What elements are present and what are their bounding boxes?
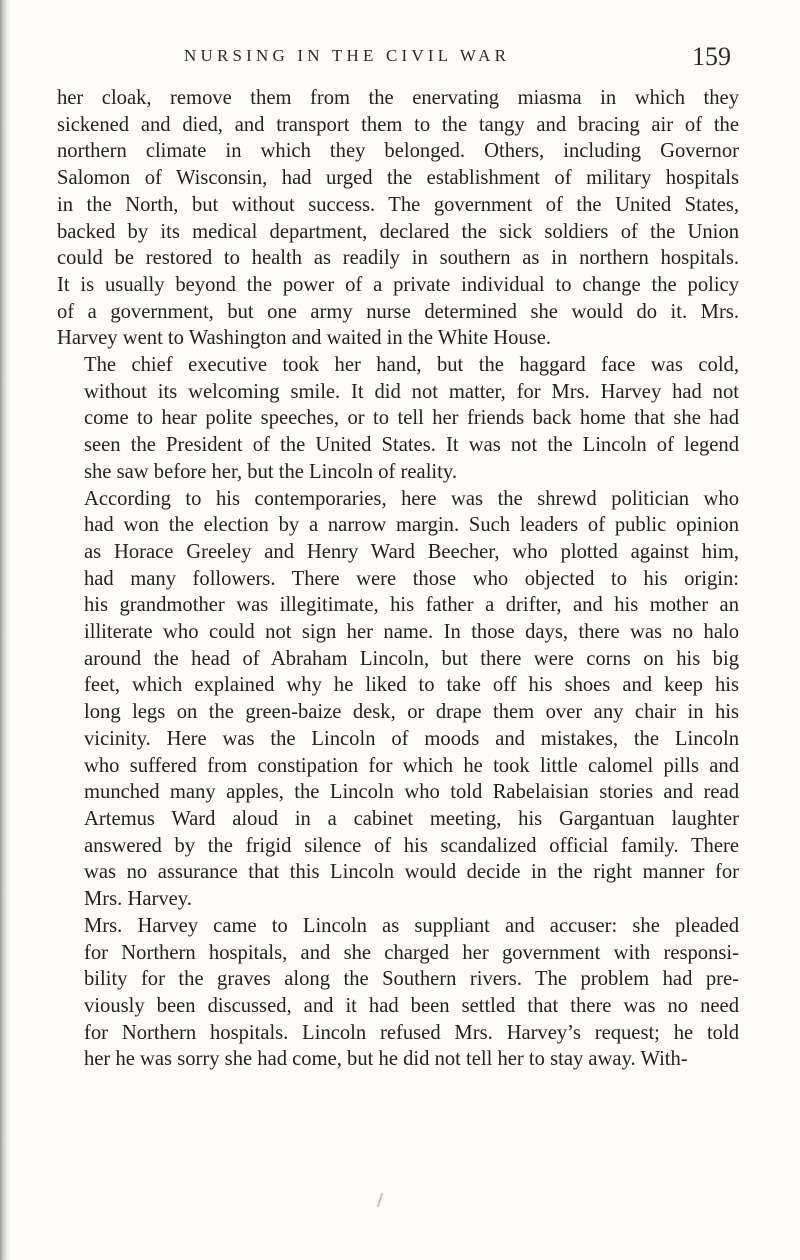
- body-text: [57, 85, 739, 1073]
- text-line: sickened and died, and transport them to the tangy and bracing air of the: [57, 113, 739, 136]
- text-line: Artemus Ward aloud in a cabinet meeting, his Gargantuan laughter: [84, 807, 739, 830]
- text-line: her cloak, remove them from the enervating miasma in which they: [57, 87, 739, 109]
- text-line: her he was sorry she had come, but he did not tell her to stay away. With-: [84, 1048, 688, 1071]
- text-line: had won the election by a narrow margin. Such leaders of public opinion: [84, 514, 739, 537]
- text-line: According to his contemporaries, here was the shrewd politician who: [84, 487, 739, 510]
- text-line: Harvey went to Washington and waited in the White House.: [57, 327, 552, 350]
- text-line: backed by its medical department, declared the sick soldiers of the Union: [57, 220, 739, 243]
- paragraph: [57, 913, 739, 1073]
- page-number: 159: [692, 42, 731, 71]
- text-line: come to hear polite speeches, or to tell her friends back home that she had: [84, 407, 739, 430]
- text-line: The chief executive took her hand, but the haggard face was cold,: [84, 354, 739, 377]
- text-line: who suffered from constipation for which he took little calomel pills and: [84, 754, 739, 777]
- text-line: she saw before her, but the Lincoln of reality.: [84, 460, 457, 483]
- text-line: without its welcoming smile. It did not matter, for Mrs. Harvey had not: [84, 380, 739, 403]
- text-line: viously been discussed, and it had been settled that there was no need: [84, 994, 739, 1017]
- page-header: [0, 44, 800, 74]
- text-line: munched many apples, the Lincoln who told Rabelaisian stories and read: [84, 781, 739, 804]
- paragraph: [57, 85, 739, 352]
- text-line: for Northern hospitals, and she charged her government with responsi-: [84, 941, 739, 964]
- text-line: his grandmother was illegitimate, his father a drifter, and his mother an: [84, 594, 739, 617]
- text-line: vicinity. Here was the Lincoln of moods and mistakes, the Lincoln: [84, 727, 739, 750]
- text-line: had many followers. There were those who objected to his origin:: [84, 567, 739, 590]
- text-line: long legs on the green-baize desk, or drape them over any chair in his: [84, 701, 739, 724]
- text-line: of a government, but one army nurse determined she would do it. Mrs.: [57, 300, 739, 323]
- text-line: northern climate in which they belonged. Others, including Governor: [57, 140, 739, 163]
- text-line: for Northern hospitals. Lincoln refused Mrs. Harvey’s request; he told: [84, 1021, 739, 1044]
- paragraph: [57, 352, 739, 486]
- text-line: feet, which explained why he liked to take off his shoes and keep his: [84, 674, 739, 697]
- stray-pencil-mark: [377, 1193, 383, 1207]
- page-gutter-shadow: [0, 0, 10, 1260]
- text-line: illiterate who could not sign her name. In those days, there was no halo: [84, 621, 739, 644]
- text-line: Mrs. Harvey came to Lincoln as suppliant and accuser: she pleaded: [84, 914, 739, 937]
- paragraph: [57, 486, 739, 913]
- text-line: around the head of Abraham Lincoln, but there were corns on his big: [84, 647, 739, 670]
- text-line: seen the President of the United States. It was not the Lincoln of legend: [84, 434, 739, 457]
- text-line: It is usually beyond the power of a private individual to change the policy: [57, 273, 739, 296]
- text-line: was no assurance that this Lincoln would decide in the right manner for: [84, 861, 739, 884]
- text-line: as Horace Greeley and Henry Ward Beecher, who plotted against him,: [84, 540, 739, 563]
- text-line: answered by the frigid silence of his scandalized official family. There: [84, 834, 739, 857]
- text-line: in the North, but without success. The government of the United States,: [57, 193, 739, 216]
- running-head: NURSING IN THE CIVIL WAR: [184, 46, 511, 65]
- text-line: could be restored to health as readily in southern as in northern hospitals.: [57, 247, 739, 270]
- text-line: Salomon of Wisconsin, had urged the establishment of military hospitals: [57, 167, 739, 190]
- text-line: Mrs. Harvey.: [84, 888, 192, 911]
- text-line: bility for the graves along the Southern rivers. The problem had pre-: [84, 968, 739, 991]
